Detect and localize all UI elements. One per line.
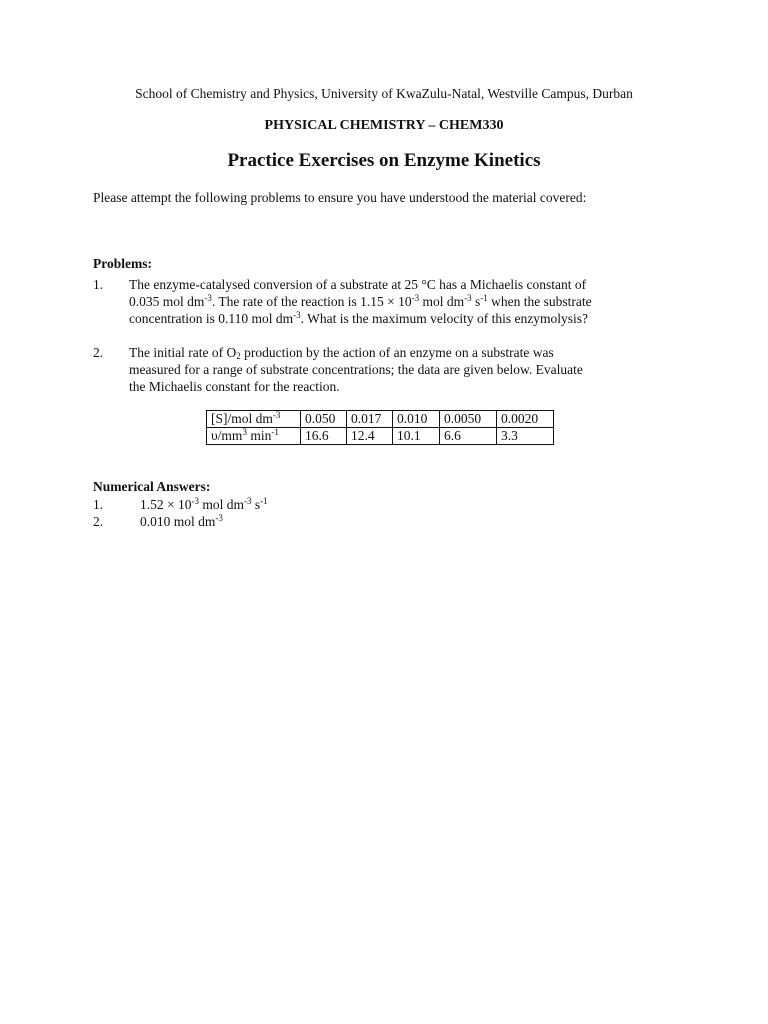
problem-2 [93,344,683,395]
answers-heading: Numerical Answers: [93,479,211,494]
answer-1-number: 1. [93,497,104,512]
course-title: PHYSICAL CHEMISTRY – CHEM330 [264,118,504,133]
problem-1-line-1: The enzyme-catalysed conversion of a substrate at 25 °C has a Michaelis constant of [129,277,587,292]
problems-heading: Problems: [93,256,152,271]
answer-2-text: 0.010 mol $dm^{-3}$ [140,513,223,529]
table-cell: 16.6 [301,428,347,445]
table-cell-label: $\upsilon/mm^3$ $\min^{-1}$ [207,428,301,445]
problem-1 [93,276,683,327]
answer-1-text: $1.52 \times 10^{-3}$ mol $dm^{-3}$ $s^{-1}$ [140,496,268,512]
problem-1-line-2: 0.035 mol $dm^{-3}$. The rate of the reaction is $1.15 \times 10^{-3}$ mol $dm^{-3}$ $s^{-1}$ when the substrate [129,293,592,309]
table-row-substrate [207,411,554,428]
table-cell: 3.3 [497,428,554,445]
intro-text: Please attempt the following problems to ensure you have understood the material covered: [93,190,587,205]
table-cell: 0.0050 [440,411,497,428]
page-title: Practice Exercises on Enzyme Kinetics [227,150,541,171]
problem-1-number: 1. [93,277,104,292]
table-cell-label: [S]/mol $dm^{-3}$ [207,411,301,428]
table-row-rate [207,428,554,445]
table-cell: 0.0020 [497,411,554,428]
answer-1 [93,496,268,513]
kinetics-data-table [206,410,554,445]
problem-1-text [129,276,683,327]
problem-2-line-3: the Michaelis constant for the reaction. [129,379,340,394]
answer-2 [93,513,223,530]
problem-1-line-3: concentration is 0.110 mol $dm^{-3}$. What is the maximum velocity of this enzymolysis? [129,310,588,326]
problem-2-line-2: measured for a range of substrate concentrations; the data are given below. Evaluate [129,362,583,377]
problem-2-line-1: The initial rate of $O_2$ production by the action of an enzyme on a substrate was [129,345,554,361]
table-cell: 10.1 [393,428,440,445]
table-cell: 0.017 [347,411,393,428]
problem-2-text [129,344,683,395]
table-cell: 0.050 [301,411,347,428]
problem-2-number: 2. [93,345,104,360]
table-cell: 6.6 [440,428,497,445]
table-cell: 12.4 [347,428,393,445]
table-cell: 0.010 [393,411,440,428]
school-header: School of Chemistry and Physics, University of KwaZulu-Natal, Westville Campus, Durban [135,86,633,101]
answer-2-number: 2. [93,514,104,529]
